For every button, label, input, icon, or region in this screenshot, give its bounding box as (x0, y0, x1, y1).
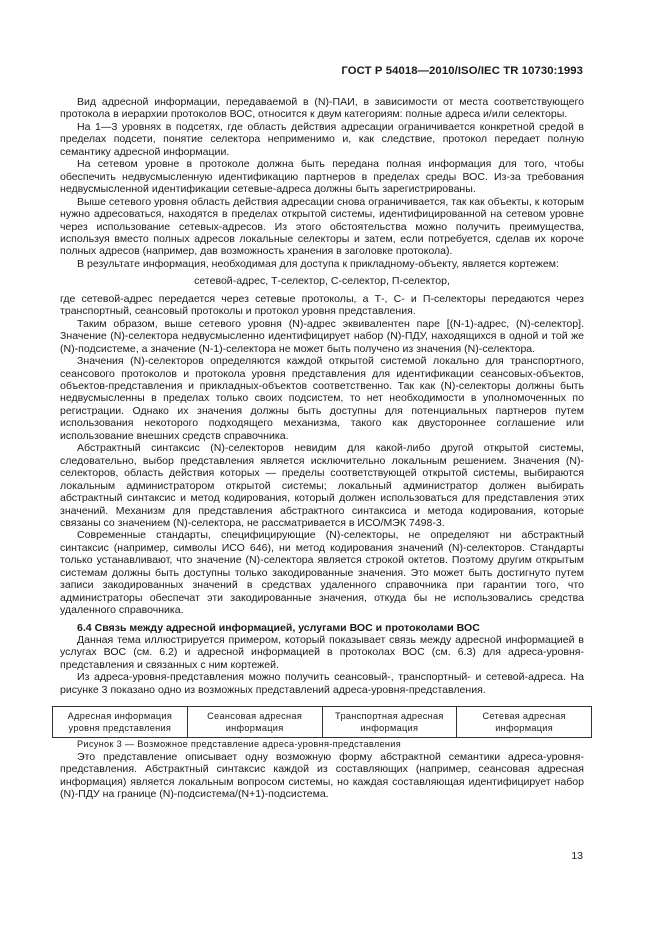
figure-3-table (52, 706, 592, 738)
figure-cell-presentation: Адресная информация уровня представления (53, 707, 188, 738)
paragraph: Это представление описывает одну возможную форму абстрактной семантики адреса-уровня-представления. Абстрактный синтаксис каждой из составляющих (например, сеансовая адресная информация) является локальным вопросом системы, но каждая составляющая идентифицирует набор (N)-ПДУ на границе (N)-подсистема/(N+1)-подсистема. (60, 750, 584, 801)
paragraph: Таким образом, выше сетевого уровня (N)-адрес эквивалентен паре [(N-1)-адрес, (N)-селектор]. Значение (N)-селектора недвусмысленно идентифицирует набор (N)-ПДУ, находящихся в одной и той же (N)-подсистеме, а значение (N-1)-селектора не может быть получено из значения (N)-селектора. (60, 317, 584, 355)
figure-cell-session: Сеансовая адресная информация (187, 707, 322, 738)
figure-caption: Рисунок 3 — Возможное представление адреса-уровня-представления (77, 739, 401, 750)
paragraph: Данная тема иллюстрируется примером, который показывает связь между адресной информацией в услугах ВОС (см. 6.2) и адресной информацией в протоколах ВОС (см. 6.3) для адреса-уровня-представления и связанных с ним кортежей. (60, 634, 584, 671)
page-number: 13 (571, 850, 583, 862)
paragraph: где сетевой-адрес передается через сетевые протоколы, а Т-, С- и П-селекторы передаются через транспортный, сеансовый протоколы и протокол уровня представления. (60, 292, 584, 318)
figure-cell-transport: Транспортная адресная информация (322, 707, 457, 738)
paragraph: На сетевом уровне в протоколе должна быть передана полная информация для того, чтобы обеспечить недвусмысленную идентификацию партнеров в пределах среды ВОС. Из-за требования недвусмысленной идентификации сетевые-адреса должны быть зарегистрированы. (60, 158, 584, 196)
paragraph: Абстрактный синтаксис (N)-селекторов невидим для какой-либо другой открытой системы, следовательно, выбор представления является исключительно локальным решением. Значения (N)-селекторов, область действия которых — пределы соответствующей открытой системы, выбираются локальным администратором открытой системы; локальный администратор должен выбирать абстрактный синтаксис и метод кодирования, который должен использоваться для представления этих значений. Механизм для представления абстрактного синтаксиса и метода кодирования, которые связаны со значением (N)-селектора, не рассматривается в ИСО/МЭК 7498-3. (60, 442, 584, 529)
paragraph: Из адреса-уровня-представления можно получить сеансовый-, транспортный- и сетевой-адреса. На рисунке 3 показано одно из возможных представлений адреса-уровня-представления. (60, 671, 584, 696)
document-header: ГОСТ Р 54018—2010/ISO/IEC TR 10730:1993 (341, 65, 583, 77)
paragraph: В результате информация, необходимая для доступа к прикладному-объекту, является кортежем: (77, 257, 559, 270)
paragraph: На 1—3 уровнях в подсетях, где область действия адресации ограничивается конкретной средой в пределах подсети, понятие селектора неприменимо и, как следствие, протокол передает полную семантику адресной информации. (60, 120, 584, 158)
figure-cell-network: Сетевая адресная информация (457, 707, 592, 738)
paragraph: Выше сетевого уровня область действия адресации снова ограничивается, так как объекты, к которым нужно адресоваться, находятся в пределах открытой системы, идентифицированной на сетевом уровне через использование сетевых-адресов. Из этого обстоятельства можно получить преимущества, используя вместо полных адресов локальные селекторы и затем, если потребуется, сделав их короче полных адресов (например, дав возможность хранения в заголовке протокола). (60, 195, 584, 258)
paragraph: Значения (N)-селекторов определяются каждой открытой системой локально для транспортного, сеансового протоколов и протокола уровня представления для идентификации сеансовых-объектов, объектов-представления и прикладных-объектов соответственно. Так как (N)-селекторы должны быть недвусмысленны в пределах только своих подсистем, то нет необходимости в уполномоченных по регистрации. Однако их значения должны быть доступны для потенциальных партнеров путем использования некоторого подходящего механизма, такого как двустороннее соглашение или использование внешних средств справочника. (60, 355, 584, 442)
paragraph: Вид адресной информации, передаваемой в (N)-ПАИ, в зависимости от места соответствующего протокола в иерархии протоколов ВОС, относится к двум категориям: полные адреса и/или селекторы. (60, 96, 584, 121)
figure-row (53, 707, 592, 738)
paragraph: Современные стандарты, специфицирующие (N)-селекторы, не определяют ни абстрактный синтаксис (например, символы ИСО 646), ни метод кодирования значений (N)-селекторов. Стандарты только устанавливают, что значение (N)-селектора является строкой октетов. Поэтому другим открытым системам должны быть доступны только закодированные значения. Это может быть достигнуто путем записи закодированных значений в средствах удаленного справочника при гарантии того, что администраторы обеспечат эти закодированные значения, откуда бы не использовались средства удаленного справочника. (60, 529, 584, 617)
document-body (60, 96, 584, 801)
tuple-formula: сетевой-адрес, Т-селектор, С-селектор, П-селектор, (194, 275, 450, 288)
section-heading: 6.4 Связь между адресной информацией, услугами ВОС и протоколами ВОС (77, 621, 480, 634)
